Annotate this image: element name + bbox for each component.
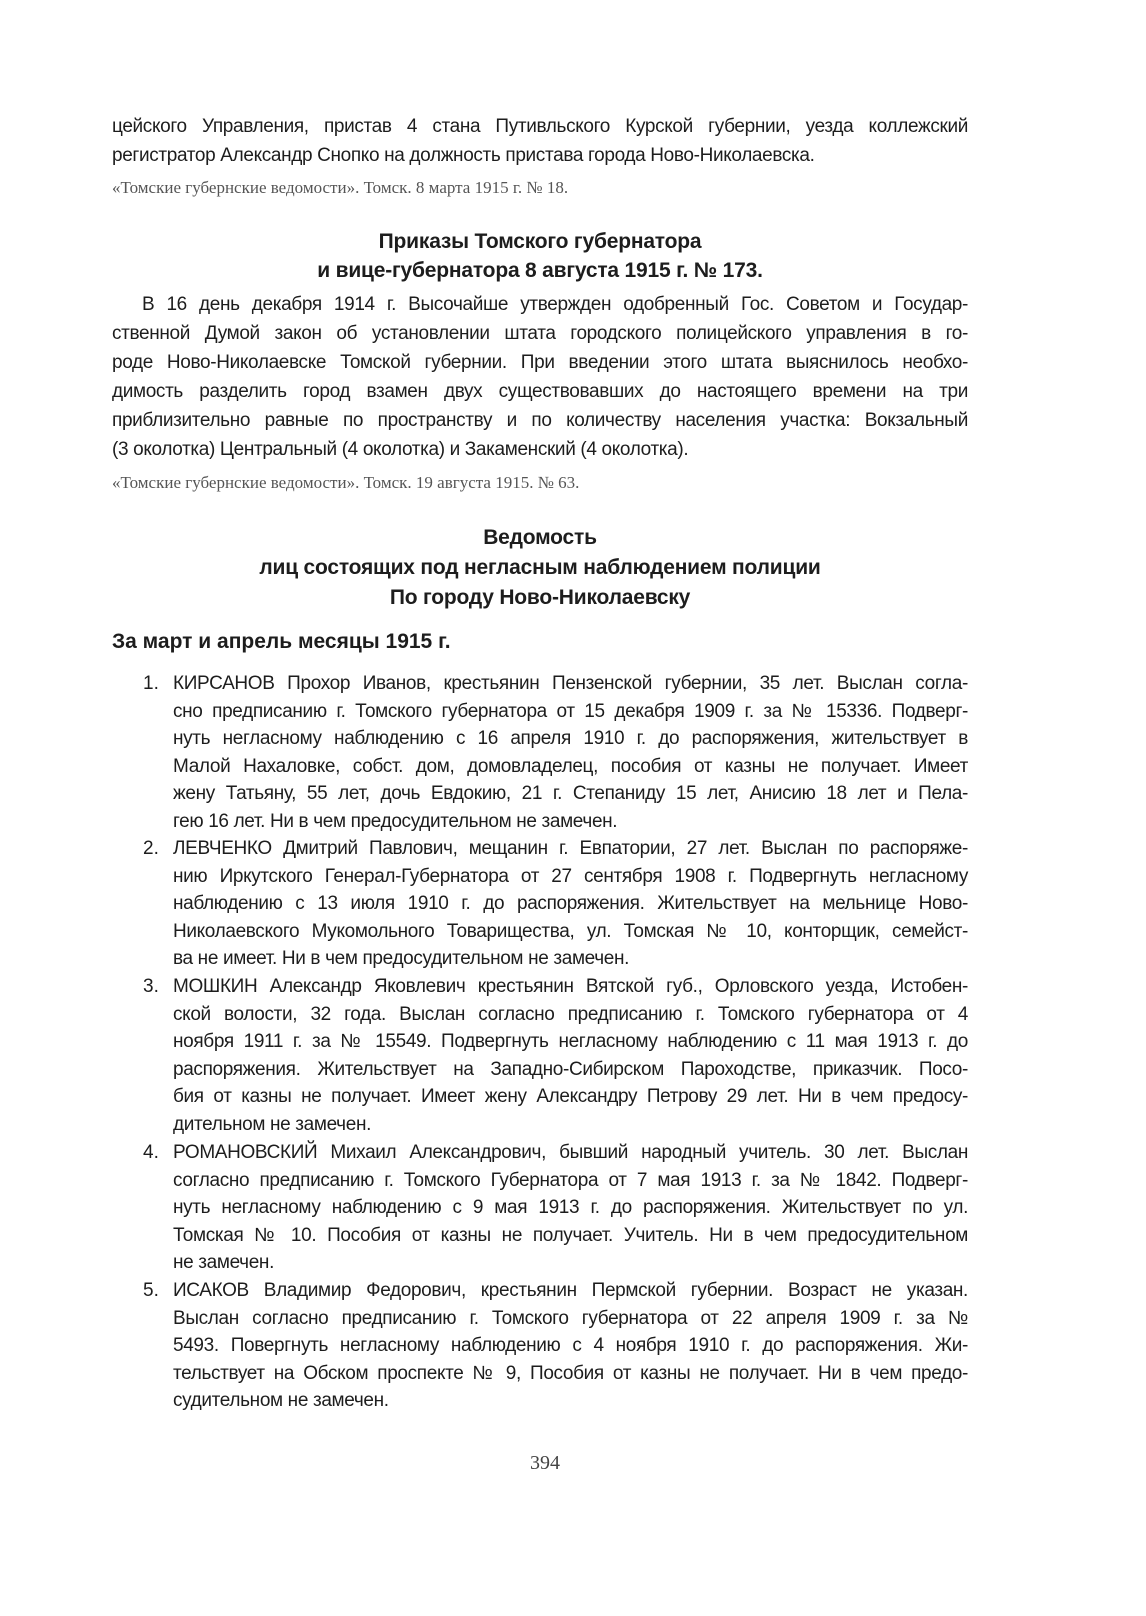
- text-line: ва не имеет. Ни в чем предосудительном не замечен.: [173, 948, 630, 970]
- text-line: Томская № 10. Пособия от казны не получает. Учитель. Ни в чем предосудительном: [173, 1224, 968, 1246]
- text-line: распоряжения. Жительствует на Западно-Сибирском Пароходстве, приказчик. Посо-: [173, 1058, 968, 1080]
- text-line: цейского Управления, пристав 4 стана Путивльского Курской губернии, уезда коллежский: [112, 116, 968, 137]
- text-line: (3 околотка) Центральный (4 околотка) и Закаменский (4 околотка).: [112, 439, 689, 460]
- text-line: Выслан согласно предписанию г. Томского губернатора от 22 апреля 1909 г. за №: [173, 1307, 968, 1329]
- intro-paragraph: [112, 112, 968, 170]
- text-line: не замечен.: [173, 1252, 275, 1274]
- item-number: 1.: [143, 673, 159, 694]
- list-item: [143, 1277, 968, 1415]
- text-line: ЛЕВЧЕНКО Дмитрий Павлович, мещанин г. Евпатории, 27 лет. Выслан по распоряже-: [173, 838, 968, 859]
- text-line: гею 16 лет. Ни в чем предосудительном не замечен.: [173, 810, 618, 832]
- page-number: 394: [530, 1452, 560, 1474]
- title-line: лиц состоящих под негласным наблюдением полиции: [259, 556, 821, 579]
- text-line: ИСАКОВ Владимир Федорович, крестьянин Пермской губернии. Возраст не указан.: [173, 1280, 968, 1301]
- item-number: 4.: [143, 1142, 159, 1163]
- text-line: Николаевского Мукомольного Товарищества, ул. Томская № 10, конторщик, семейст-: [173, 920, 968, 942]
- title-line: Ведомость: [483, 526, 597, 549]
- section-paragraph: [112, 290, 968, 464]
- text-line: 5493. Повергнуть негласному наблюдению с 4 ноября 1910 г. до распоряжения. Жи-: [173, 1335, 968, 1357]
- text-line: дительном не замечен.: [173, 1113, 372, 1135]
- text-line: нию Иркутского Генерал-Губернатора от 27 сентября 1908 г. Подвергнуть негласному: [173, 865, 968, 887]
- text-line: роде Ново-Николаевске Томской губернии. При введении этого штата выяснилось необхо-: [112, 352, 968, 373]
- list-item: [143, 973, 968, 1139]
- list-item: [143, 835, 968, 973]
- source-citation: «Томские губернские ведомости». Томск. 19 августа 1915. № 63.: [112, 473, 580, 492]
- title-line: и вице-губернатора 8 августа 1915 г. № 173.: [317, 259, 763, 282]
- source-citation: «Томские губернские ведомости». Томск. 8 марта 1915 г. № 18.: [112, 178, 569, 197]
- text-line: наблюдению с 13 июля 1910 г. до распоряжения. Жительствует на мельнице Ново-: [173, 893, 968, 915]
- text-line: ноября 1911 г. за № 15549. Подвергнуть негласному наблюдению с 11 мая 1913 г. до: [173, 1031, 968, 1053]
- item-number: 2.: [143, 838, 159, 859]
- text-line: РОМАНОВСКИЙ Михаил Александрович, бывший народный учитель. 30 лет. Выслан: [173, 1142, 968, 1163]
- text-line: Малой Нахаловке, собст. дом, домовладелец, пособия от казны не получает. Имеет: [173, 755, 968, 777]
- report-title: [112, 523, 968, 612]
- text-line: бия от казны не получает. Имеет жену Александру Петрову 29 лет. Ни в чем предосу-: [173, 1086, 968, 1108]
- text-line: согласно предписанию г. Томского Губернатора от 7 мая 1913 г. за № 1842. Подверг-: [173, 1169, 968, 1191]
- text-line: МОШКИН Александр Яковлевич крестьянин Вятской губ., Орловского уезда, Истобен-: [173, 976, 968, 997]
- title-line: По городу Ново-Николаевску: [389, 586, 691, 609]
- text-line: нуть негласному наблюдению с 16 апреля 1910 г. до распоряжения, жительствует в: [173, 728, 968, 750]
- title-line: Приказы Томского губернатора: [378, 230, 702, 253]
- text-line: КИРСАНОВ Прохор Иванов, крестьянин Пензенской губернии, 35 лет. Выслан согла-: [173, 673, 968, 694]
- text-line: ской волости, 32 года. Выслан согласно предписанию г. Томского губернатора от 4: [173, 1003, 968, 1025]
- text-line: В 16 день декабря 1914 г. Высочайше утвержден одобренный Гос. Советом и Государ-: [142, 294, 968, 315]
- text-line: ственной Думой закон об установлении штата городского полицейского управления в го-: [112, 323, 968, 344]
- item-number: 5.: [143, 1280, 159, 1301]
- text-line: судительном не замечен.: [173, 1390, 389, 1412]
- text-line: жену Татьяну, 55 лет, дочь Евдокию, 21 г. Степаниду 15 лет, Анисию 18 лет и Пела-: [173, 783, 968, 805]
- report-subtitle: За март и апрель месяцы 1915 г.: [112, 630, 451, 653]
- text-line: регистратор Александр Снопко на должность пристава города Ново-Николаевска.: [112, 145, 815, 166]
- section-title: [112, 227, 968, 285]
- text-line: димость разделить город взамен двух существовавших до настоящего времени на три: [112, 381, 968, 402]
- text-line: нуть негласному наблюдению с 9 мая 1913 г. до распоряжения. Жительствует по ул.: [173, 1197, 968, 1219]
- item-number: 3.: [143, 976, 159, 997]
- list-item: [143, 1139, 968, 1277]
- text-line: приблизительно равные по пространству и по количеству населения участка: Вокзальный: [112, 410, 968, 431]
- text-line: сно предписанию г. Томского губернатора от 15 декабря 1909 г. за № 15336. Подверг-: [173, 700, 968, 722]
- text-line: тельствует на Обском проспекте № 9, Пособия от казны не получает. Ни в чем предо-: [173, 1362, 968, 1384]
- list-item: [143, 670, 968, 836]
